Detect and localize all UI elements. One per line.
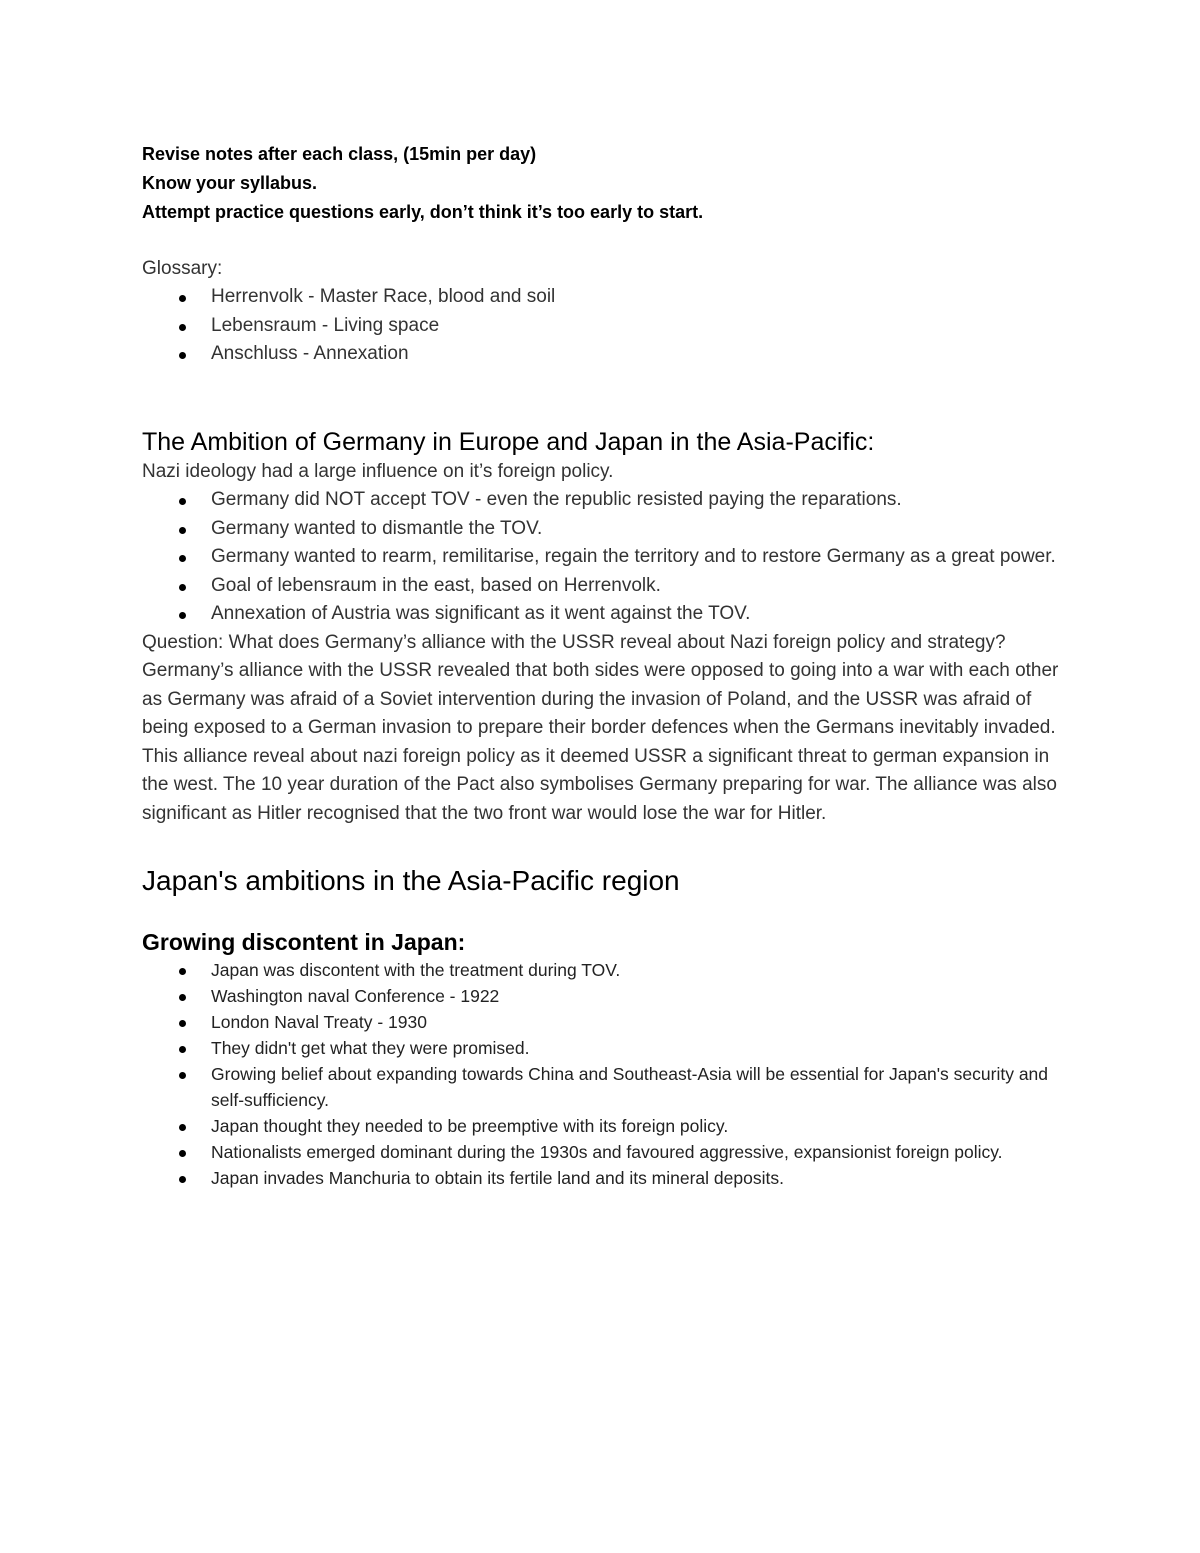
list-item: Growing belief about expanding towards China and Southeast-Asia will be essential for Japan's security and self-sufficiency. (142, 1061, 1072, 1113)
bullet-icon (179, 1124, 186, 1131)
document-page (142, 140, 1072, 1191)
bullet-icon (179, 498, 186, 505)
bullet-icon (179, 1150, 186, 1157)
list-item: Nationalists emerged dominant during the 1930s and favoured aggressive, expansionist foreign policy. (142, 1139, 1072, 1165)
bullet-icon (179, 968, 186, 975)
bullet-icon (179, 1072, 186, 1079)
tip-revise: Revise notes after each class, (15min per day) (142, 144, 537, 164)
bullet-icon (179, 1176, 186, 1183)
tip-practice: Attempt practice questions early, don’t think it’s too early to start. (142, 202, 704, 222)
tip-syllabus: Know your syllabus. (142, 173, 318, 193)
study-tips (142, 140, 1072, 227)
list-item: Germany did NOT accept TOV - even the republic resisted paying the reparations. (142, 486, 1072, 515)
list-item: London Naval Treaty - 1930 (142, 1009, 1072, 1035)
list-item: Goal of lebensraum in the east, based on Herrenvolk. (142, 572, 1072, 601)
list-item: Germany wanted to rearm, remilitarise, regain the territory and to restore Germany as a great power. (142, 543, 1072, 572)
bullet-icon (179, 555, 186, 562)
bullet-icon (179, 352, 186, 359)
germany-intro: Nazi ideology had a large influence on it’s foreign policy. (142, 460, 614, 482)
list-item: Anschluss - Annexation (142, 340, 1072, 369)
germany-heading: The Ambition of Germany in Europe and Japan in the Asia-Pacific: (142, 427, 875, 456)
bullet-icon (179, 994, 186, 1001)
bullet-icon (179, 527, 186, 534)
bullet-icon (179, 1020, 186, 1027)
japan-list (142, 957, 1072, 1191)
list-item: Japan was discontent with the treatment during TOV. (142, 957, 1072, 983)
bullet-icon (179, 295, 186, 302)
list-item: Lebensraum - Living space (142, 312, 1072, 341)
bullet-icon (179, 1046, 186, 1053)
bullet-icon (179, 584, 186, 591)
glossary-label: Glossary: (142, 258, 223, 279)
list-item: Japan invades Manchuria to obtain its fertile land and its mineral deposits. (142, 1165, 1072, 1191)
bullet-icon (179, 324, 186, 331)
list-item: Japan thought they needed to be preemptive with its foreign policy. (142, 1113, 1072, 1139)
question-text: Question: What does Germany’s alliance with the USSR reveal about Nazi foreign policy and strategy? (142, 631, 1006, 653)
answer-paragraph: Germany’s alliance with the USSR revealed that both sides were opposed to going into a war with each other as Germany was afraid of a Soviet intervention during the invasion of Poland, and the USSR was afraid of being exposed to a German invasion to prepare their border defences when the Germans inevitably invaded. This alliance reveal about nazi foreign policy as it deemed USSR a significant threat to german expansion in the west. The 10 year duration of the Pact also symbolises Germany preparing for war. The alliance was also significant as Hitler recognised that the two front war would lose the war for Hitler. (142, 660, 1059, 824)
list-item: Germany wanted to dismantle the TOV. (142, 515, 1072, 544)
glossary-list (142, 283, 1072, 369)
germany-list (142, 486, 1072, 629)
list-item: Annexation of Austria was significant as it went against the TOV. (142, 600, 1072, 629)
discontent-subheading: Growing discontent in Japan: (142, 929, 466, 955)
japan-heading: Japan's ambitions in the Asia-Pacific region (142, 865, 680, 896)
bullet-icon (179, 612, 186, 619)
list-item: Herrenvolk - Master Race, blood and soil (142, 283, 1072, 312)
list-item: Washington naval Conference - 1922 (142, 983, 1072, 1009)
list-item: They didn't get what they were promised. (142, 1035, 1072, 1061)
